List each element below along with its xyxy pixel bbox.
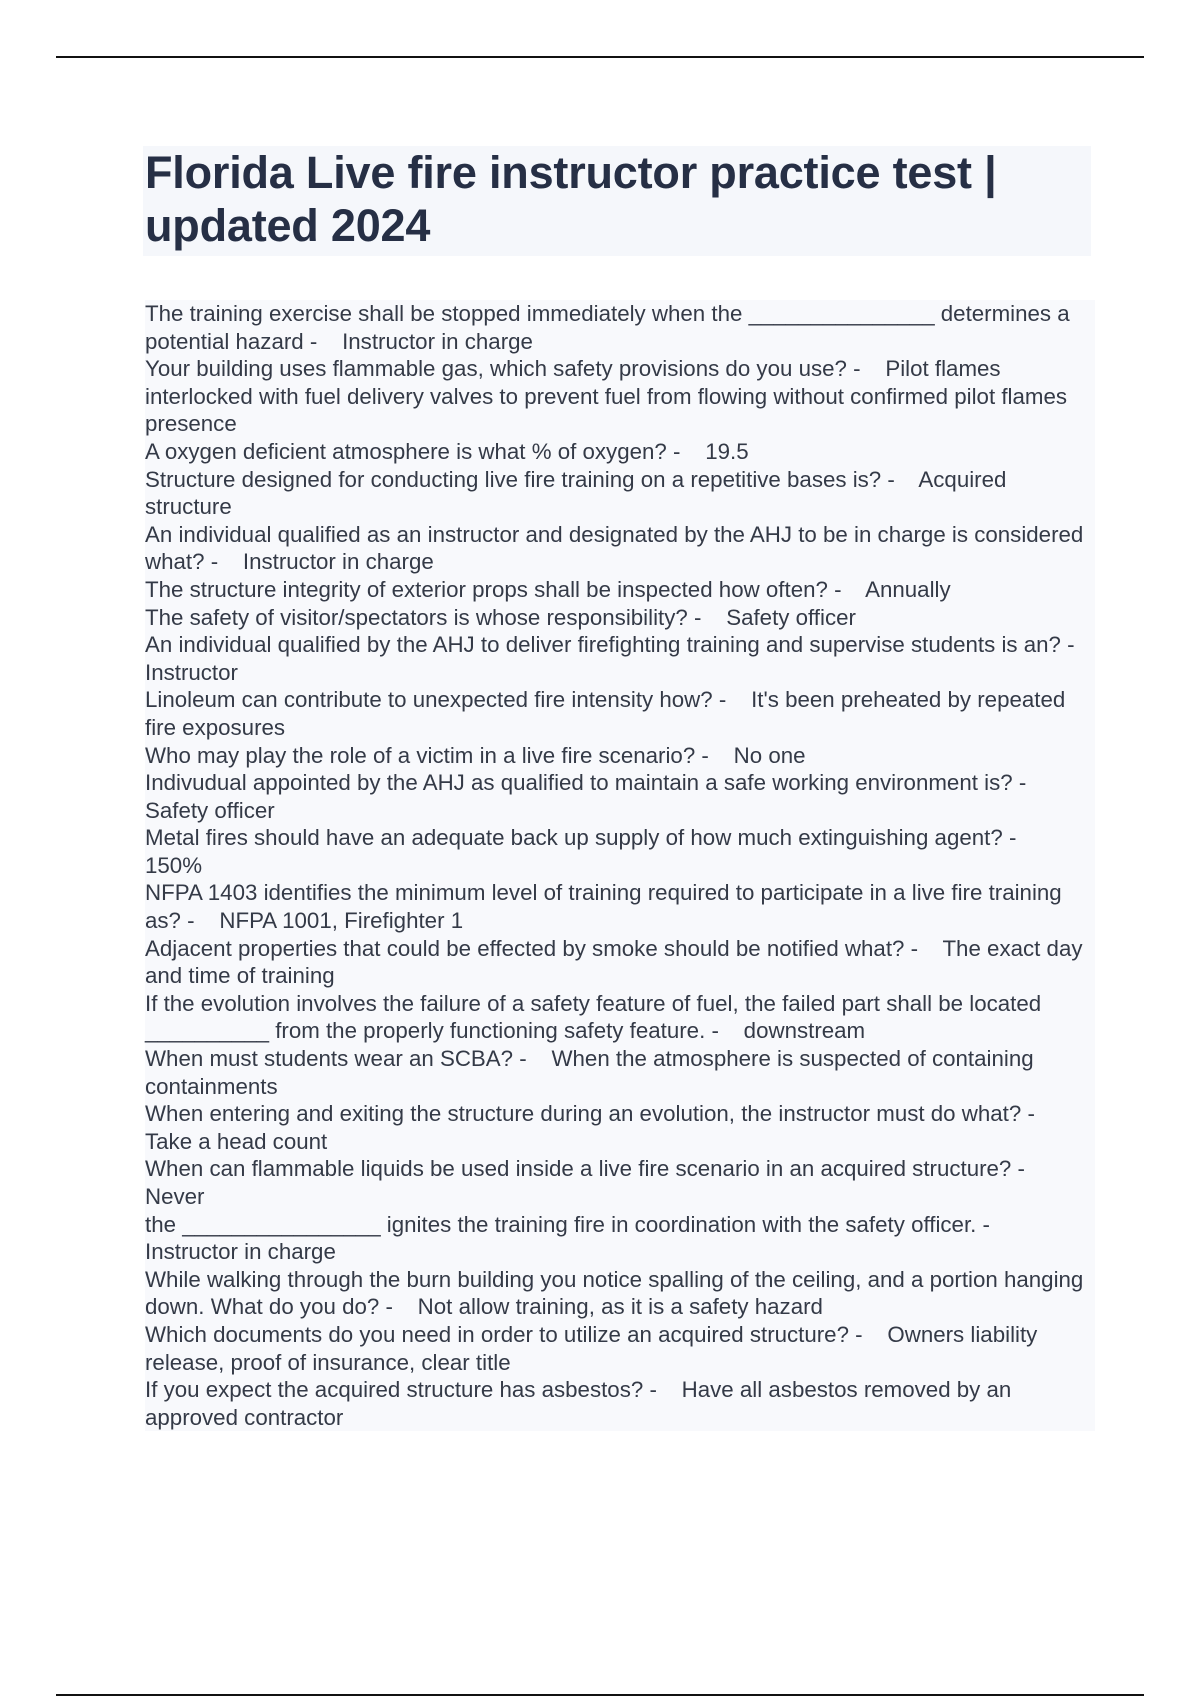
answer-text: Have all asbestos removed by an approved contractor (145, 1377, 1018, 1430)
answer-text: Safety officer (145, 797, 275, 823)
question-text: When entering and exiting the structure during an evolution, the instructor must do what? - (145, 1101, 1035, 1127)
question-text: the ________________ ignites the training fire in coordination with the safety officer. - (145, 1211, 990, 1237)
list-item (145, 466, 1095, 521)
question-text: If the evolution involves the failure of a safety feature of fuel, the failed part shall be located __________ from the properly functioning safety feature. - (145, 990, 1048, 1044)
answer-text: It's been preheated by repeated fire exposures (145, 687, 1072, 740)
answer-text: Instructor in charge (145, 1239, 336, 1265)
answer-text: NFPA 1001, Firefighter 1 (219, 908, 464, 934)
answer-text: When the atmosphere is suspected of containing containments (145, 1046, 1040, 1099)
answer-text: Not allow training, as it is a safety hazard (417, 1294, 823, 1320)
answer-text: No one (733, 742, 806, 768)
answer-text: Instructor in charge (342, 328, 533, 354)
question-text: NFPA 1403 identifies the minimum level of training required to participate in a live fire training as? - (145, 880, 1068, 934)
question-text: Linoleum can contribute to unexpected fire intensity how? - (145, 687, 727, 713)
question-text: Which documents do you need in order to utilize an acquired structure? - (145, 1321, 863, 1347)
list-item (145, 521, 1095, 576)
answer-text: Pilot flames interlocked with fuel delivery valves to prevent fuel from flowing without confirmed pilot flames presence (145, 356, 1074, 437)
list-item (145, 879, 1095, 934)
answer-text: Never (145, 1184, 205, 1209)
question-text: Your building uses flammable gas, which safety provisions do you use? - (145, 356, 861, 382)
answer-text: Instructor (145, 659, 238, 685)
question-text: The training exercise shall be stopped immediately when the _______________ determines a potential hazard - (145, 301, 1076, 354)
list-item (145, 686, 1095, 741)
list-item (145, 742, 1095, 770)
list-item (145, 604, 1095, 632)
top-rule (56, 56, 1144, 58)
list-item (145, 769, 1095, 824)
question-text: Structure designed for conducting live fire training on a repetitive bases is? - (145, 466, 895, 492)
answer-text: Safety officer (726, 604, 856, 630)
question-text: The structure integrity of exterior props shall be inspected how often? - (145, 576, 842, 602)
list-item (145, 1376, 1095, 1431)
answer-text: Take a head count (145, 1128, 328, 1154)
question-text: A oxygen deficient atmosphere is what % of oxygen? - (145, 438, 681, 464)
list-item (145, 355, 1095, 438)
question-text: The safety of visitor/spectators is whose responsibility? - (145, 604, 702, 630)
list-item (145, 1321, 1095, 1376)
list-item (145, 438, 1095, 466)
page-title: Florida Live fire instructor practice test | updated 2024 (145, 147, 997, 251)
question-text: Who may play the role of a victim in a live fire scenario? - (145, 742, 709, 768)
question-text: An individual qualified as an instructor and designated by the AHJ to be in charge is considered what? - (145, 521, 1090, 575)
question-text: When can flammable liquids be used inside a live fire scenario in an acquired structure? - (145, 1156, 1025, 1182)
answer-text: Acquired structure (145, 466, 1013, 520)
list-item (145, 935, 1095, 990)
question-text: When must students wear an SCBA? - (145, 1046, 527, 1072)
list-item (145, 1211, 1095, 1266)
question-answer-list (145, 300, 1095, 1431)
question-text: Adjacent properties that could be effected by smoke should be notified what? - (145, 935, 919, 961)
list-item (145, 576, 1095, 604)
answer-text: 19.5 (705, 438, 749, 464)
answer-text: Instructor in charge (242, 549, 434, 575)
answer-text: Owners liability release, proof of insurance, clear title (145, 1321, 1044, 1375)
question-text: If you expect the acquired structure has asbestos? - (145, 1377, 657, 1403)
list-item (145, 1045, 1095, 1100)
question-text: While walking through the burn building you notice spalling of the ceiling, and a portion hanging down. What do you do? - (145, 1266, 1090, 1320)
question-text: Metal fires should have an adequate back up supply of how much extinguishing agent? - (145, 825, 1017, 851)
list-item (145, 824, 1095, 879)
question-text: An individual qualified by the AHJ to deliver firefighting training and supervise students is an? - (145, 632, 1075, 658)
title-block (143, 146, 1091, 256)
list-item (145, 1266, 1095, 1321)
answer-text: Annually (865, 576, 951, 602)
question-text: Indivudual appointed by the AHJ as qualified to maintain a safe working environment is? - (145, 770, 1027, 796)
list-item (145, 990, 1095, 1045)
answer-text: The exact day and time of training (145, 935, 1089, 989)
list-item (145, 1155, 1095, 1210)
bottom-rule (56, 1694, 1144, 1696)
answer-text: downstream (743, 1018, 866, 1044)
list-item (145, 300, 1095, 355)
list-item (145, 1100, 1095, 1155)
list-item (145, 631, 1095, 686)
answer-text: 150% (145, 852, 203, 878)
